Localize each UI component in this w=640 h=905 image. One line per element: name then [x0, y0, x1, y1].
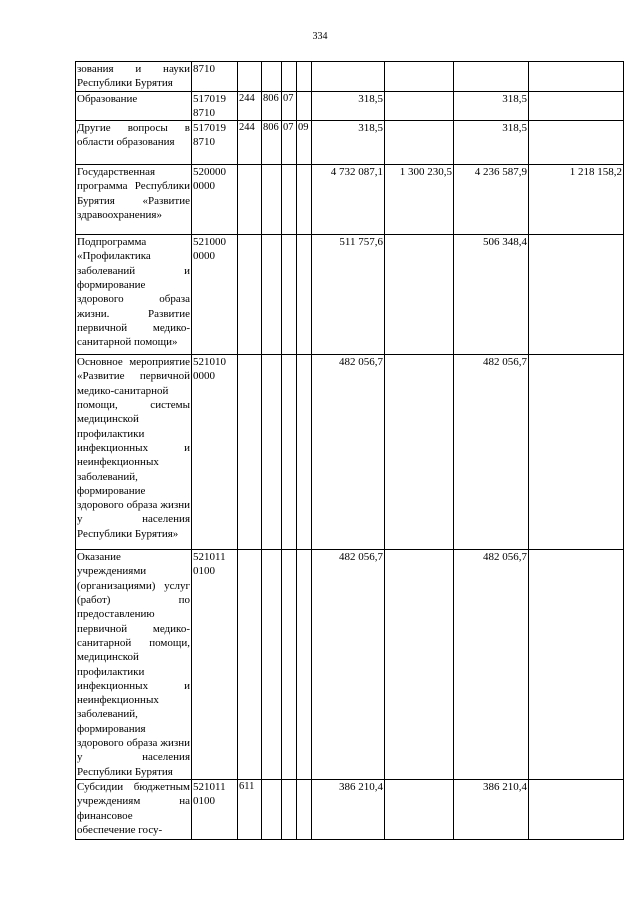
table-row [76, 355, 624, 550]
table-row [76, 121, 624, 165]
amount-col-4-cell [529, 550, 624, 780]
classification-code-cell: 517019 8710 [192, 91, 238, 121]
amount-col-3-cell: 506 348,4 [454, 235, 529, 355]
expense-type-cell [238, 165, 262, 235]
table-row [76, 235, 624, 355]
ministry-code-cell [262, 235, 282, 355]
section-code-cell: 07 [282, 91, 297, 121]
amount-col-4-cell [529, 235, 624, 355]
amount-col-1-cell: 386 210,4 [312, 779, 385, 839]
classification-code-cell: 521011 0100 [192, 779, 238, 839]
amount-col-4-cell [529, 62, 624, 92]
expense-type-cell [238, 550, 262, 780]
name-cell: Основное мероприятие «Развитие первичной медико-санитарной помощи, системы медицинской профилактики инфекционных и неинфекционных заболеваний, формирование здорового образа жизни у населения Республики Бурятия» [76, 355, 192, 550]
amount-col-3-cell: 482 056,7 [454, 355, 529, 550]
amount-col-1-cell: 318,5 [312, 91, 385, 121]
classification-code-cell: 8710 [192, 62, 238, 92]
amount-col-2-cell [385, 91, 454, 121]
subsection-code-cell [297, 165, 312, 235]
amount-col-1-cell: 482 056,7 [312, 550, 385, 780]
ministry-code-cell [262, 355, 282, 550]
table-row [76, 779, 624, 839]
name-cell: зования и науки Республики Бурятия [77, 63, 190, 90]
ministry-code-cell [262, 165, 282, 235]
amount-col-4-cell [529, 91, 624, 121]
ministry-code-cell [262, 550, 282, 780]
amount-col-4-cell: 1 218 158,2 [529, 165, 624, 235]
budget-table [75, 61, 624, 840]
classification-code-cell: 517019 8710 [192, 121, 238, 165]
expense-type-cell: 611 [238, 779, 262, 839]
section-code-cell [282, 165, 297, 235]
expense-type-cell [238, 235, 262, 355]
table-row [76, 165, 624, 235]
subsection-code-cell: 09 [297, 121, 312, 165]
name-cell: Субсидии бюджетным учреждениям на финансовое обеспечение госу- [76, 779, 192, 839]
subsection-code-cell [297, 62, 312, 92]
subsection-code-cell [297, 235, 312, 355]
amount-col-2-cell [385, 121, 454, 165]
expense-type-cell: 244 [238, 121, 262, 165]
amount-col-2-cell [385, 550, 454, 780]
amount-col-2-cell [385, 62, 454, 92]
subsection-code-cell [297, 355, 312, 550]
name-cell: Оказание учреждениями (организациями) услуг (работ) по предоставлению первичной медико-санитарной помощи, медицинской профилактики инфекционных и неинфекционных заболеваний, формирования здорового образа жизни у населения Республики Бурятия [77, 551, 190, 778]
amount-col-2-cell [385, 235, 454, 355]
amount-col-3-cell: 318,5 [454, 121, 529, 165]
name-cell: Подпрограмма «Профилактика заболеваний и формирование здорового образа жизни. Развитие первичной медико-санитарной помощи» [76, 235, 192, 355]
amount-col-2-cell [385, 355, 454, 550]
classification-code-cell: 521010 0000 [192, 355, 238, 550]
classification-code-cell: 521011 0100 [192, 550, 238, 780]
name-cell: Другие вопросы в области образования [76, 121, 192, 165]
section-code-cell [282, 235, 297, 355]
ministry-code-cell: 806 [262, 91, 282, 121]
ministry-code-cell [262, 779, 282, 839]
subsection-code-cell [297, 550, 312, 780]
subsection-code-cell [297, 779, 312, 839]
amount-col-1-cell: 511 757,6 [312, 235, 385, 355]
subsection-code-cell [297, 91, 312, 121]
amount-col-3-cell: 4 236 587,9 [454, 165, 529, 235]
name-cell: Государственная программа Республики Бурятия «Развитие здравоохранения» [76, 165, 192, 235]
amount-col-4-cell [529, 355, 624, 550]
amount-col-1-cell [312, 62, 385, 92]
amount-col-3-cell: 482 056,7 [454, 550, 529, 780]
section-code-cell: 07 [282, 121, 297, 165]
table-row [76, 62, 624, 92]
section-code-cell [282, 779, 297, 839]
section-code-cell [282, 355, 297, 550]
amount-col-3-cell: 318,5 [454, 91, 529, 121]
classification-code-cell: 520000 0000 [192, 165, 238, 235]
expense-type-cell: 244 [238, 91, 262, 121]
amount-col-2-cell: 1 300 230,5 [385, 165, 454, 235]
table-row [76, 550, 624, 780]
amount-col-1-cell: 482 056,7 [312, 355, 385, 550]
ministry-code-cell: 806 [262, 121, 282, 165]
amount-col-4-cell [529, 779, 624, 839]
amount-col-4-cell [529, 121, 624, 165]
amount-col-1-cell: 318,5 [312, 121, 385, 165]
expense-type-cell [238, 62, 262, 92]
amount-col-2-cell [385, 779, 454, 839]
name-cell: Образование [76, 91, 192, 121]
section-code-cell [282, 550, 297, 780]
expense-type-cell [238, 355, 262, 550]
classification-code-cell: 521000 0000 [192, 235, 238, 355]
ministry-code-cell [262, 62, 282, 92]
amount-col-3-cell: 386 210,4 [454, 779, 529, 839]
page-number: 334 [312, 31, 328, 42]
amount-col-3-cell [454, 62, 529, 92]
amount-col-1-cell: 4 732 087,1 [312, 165, 385, 235]
table-row [76, 91, 624, 121]
section-code-cell [282, 62, 297, 92]
